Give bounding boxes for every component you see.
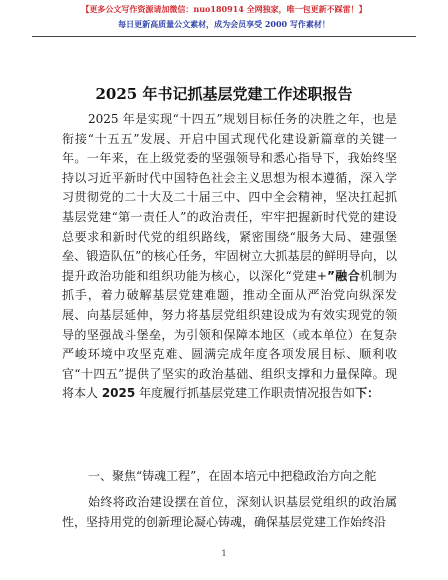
intro-bold-fusion: ”融合 <box>327 268 361 283</box>
section-heading-1: 一、聚焦“铸魂工程”，在固本培元中把稳政治方向之舵 <box>88 469 377 483</box>
header-divider <box>32 36 416 37</box>
intro-paragraph <box>62 110 397 404</box>
header-banner <box>0 0 448 38</box>
intro-text-part3: 年度履行抓基层党建工作职责情况报告如 <box>135 386 356 401</box>
section1-paragraph <box>62 493 397 532</box>
intro-bold-ending: 下： <box>355 386 380 401</box>
section1-text: 始终将政治建设摆在首位，深刻认识基层党组织的政治属性，坚持用党的创新理论凝心铸魂，确保基层党建工作始终沿 <box>62 495 397 529</box>
banner-membership-line: 每日更新高质量公文素材，成为会员享受 2000 写作素材！ <box>118 19 330 29</box>
document-title: 2025 年书记抓基层党建工作述职报告 <box>95 85 353 103</box>
banner-promo-line: 【更多公文写作资源请加微信：nuo180914 全网独家，唯一包更新不踩雷！】 <box>81 4 367 14</box>
intro-text-part2: 机制为抓手，着力破解基层党建难题，推动全面从严治党向纵深发展、向基层延伸，努力将基层党组织建设成为有效实现党的领导的坚强战斗堡垒，为引领和保障本地区（或本单位）在复杂严峻环境中攻坚克难、圆满完成年度各项发展目标、顺利收官“十四五”提供了坚实的政治基础、组织支撑和力量保障。现将本人 <box>62 268 397 401</box>
page-number: 1 <box>221 549 227 558</box>
intro-text-part1: 2025 年是实现“十四五”规划目标任务的决胜之年，也是衔接“十五五”发展、开启中国式现代化建设新篇章的关键一年。一年来，在上级党委的坚强领导和悉心指导下，我始终坚持以习近平新时代中国特色社会主义思想为根本遵循，深入学习贯彻党的二十大及二十届三中、四中全会精神，坚决扛起抓基层党建“第一责任人”的政治责任，牢牢把握新时代党的建设总要求和新时代党的组织路线，紧密围绕“服务大局、建强堡垒、锻造队伍”的核心任务，牢固树立大抓基层的鲜明导向，以提升政治功能和组织功能为核心，以深化“党建+ <box>62 112 397 283</box>
intro-bold-year: 2025 <box>101 386 136 401</box>
